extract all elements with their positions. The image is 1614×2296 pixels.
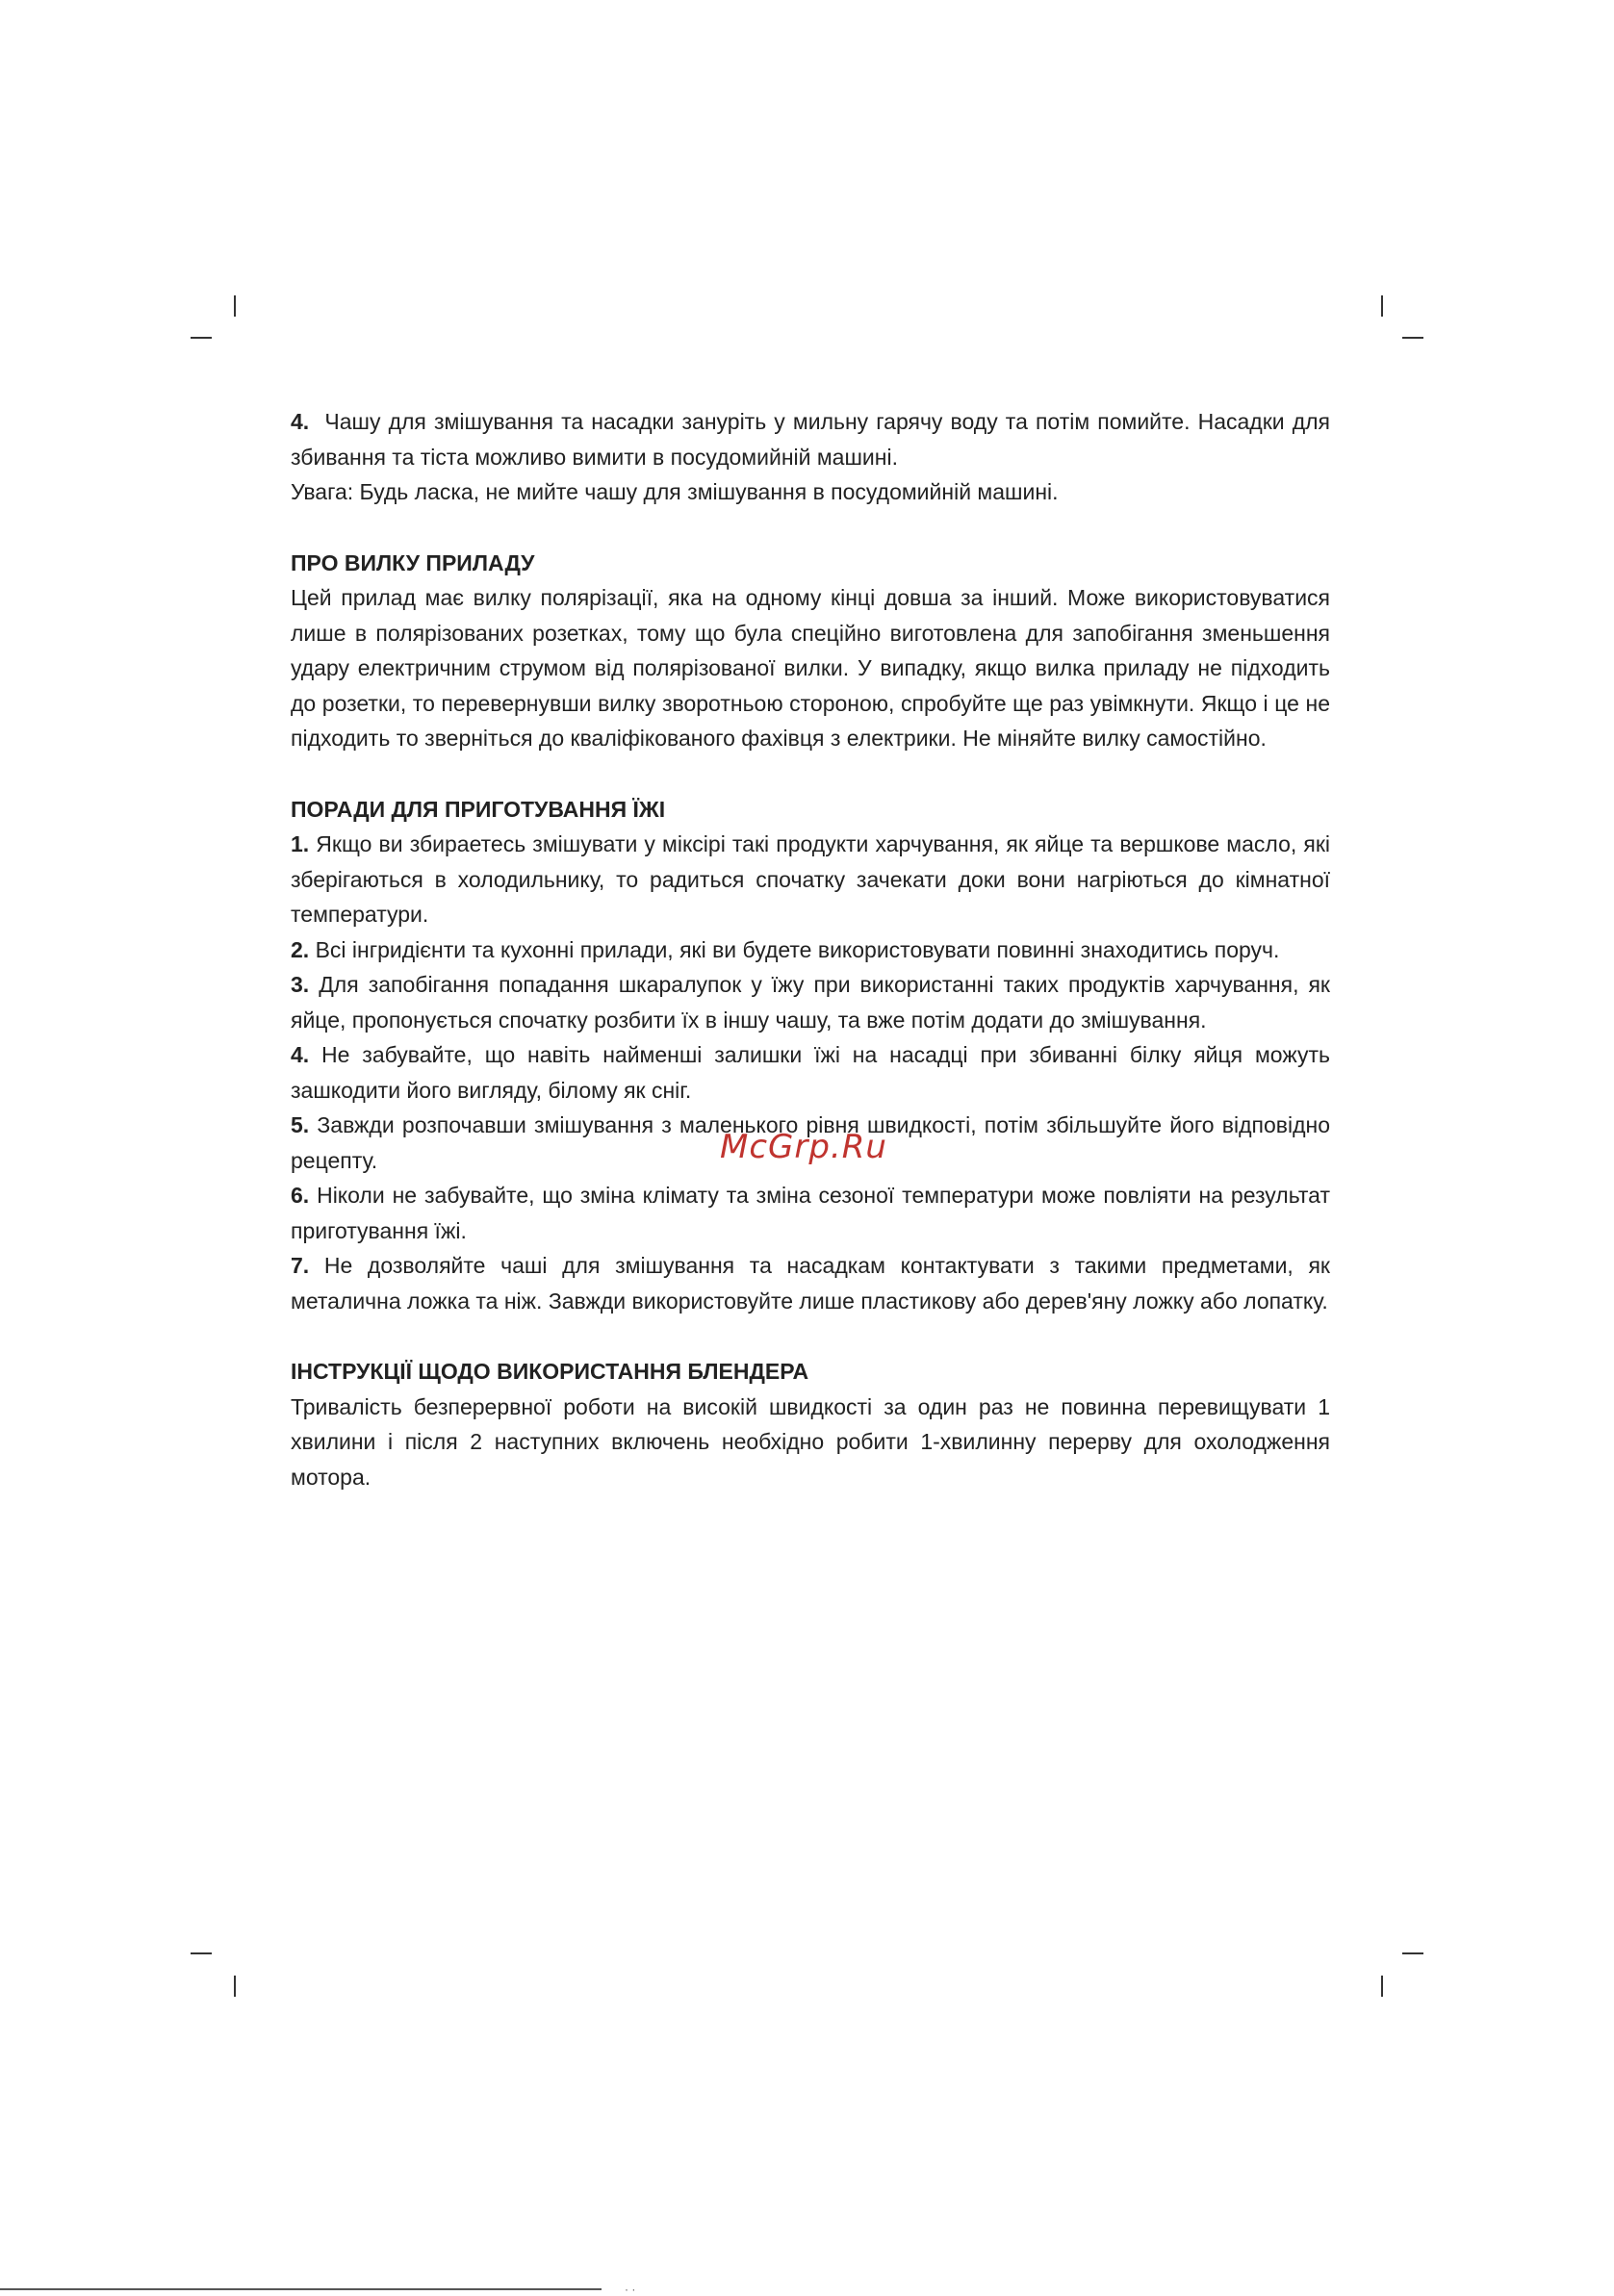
plug-heading: ПРО ВИЛКУ ПРИЛАДУ [291,549,535,575]
item-number: 4. [291,1042,310,1067]
crop-mark-top-right-horizontal [1402,337,1423,339]
crop-mark-top-left-horizontal [191,337,212,339]
tip-item-3 [291,967,1330,1037]
item-text: Всі інгридієнти та кухонні прилади, які ви будете використовувати повинні знаходитись поруч. [315,936,1280,962]
crop-mark-bottom-left-horizontal [191,1952,212,1954]
item-text: Якщо ви збираетесь змішувати у міксірі такі продукти харчування, як яйце та вершкове масло, які зберігаються в холодильнику, то радиться спочатку зачекати доки вони нагріються до кімнатної температури. [291,831,1331,927]
blender-text: Тривалість безперервної роботи на високій швидкості за один раз не повинна перевищувати 1 хвилини і після 2 наступних включень необхідно робити 1-хвилинну перерву для охолодження мотора. [291,1393,1330,1490]
cleaning-item-4 [291,404,1330,474]
footer-mark: · · [625,2283,636,2296]
bottom-rule [0,2288,602,2290]
item-text: Завжди розпочавши змішування з маленького рівня швидкості, потім збільшуйте його відповідно рецепту. [291,1112,1331,1173]
tip-item-1 [291,827,1330,932]
item-number: 6. [291,1183,310,1208]
item-number: 1. [291,831,310,856]
item-text: Для запобігання попадання шкаралупок у їжу при використанні таких продуктів харчування, як яйце, пропонується спочатку розбити їх в іншу чашу, та вже потім додати до змішування. [291,972,1330,1033]
item-text: Ніколи не забувайте, що зміна клімату та зміна сезоної температури може повліяти на результат приготування їжі. [291,1183,1330,1243]
item-number: 4. [291,409,310,434]
crop-mark-bottom-left-vertical [234,1976,236,1997]
tip-item-7 [291,1248,1330,1318]
crop-mark-top-right-vertical [1381,295,1383,317]
item-number: 5. [291,1112,310,1137]
document-body [291,404,1330,1494]
blender-heading: ІНСТРУКЦІЇ ЩОДО ВИКОРИСТАННЯ БЛЕНДЕРА [291,1359,809,1384]
item-text: Не дозволяйте чаші для змішування та насадкам контактувати з такими предметами, як металична ложка та ніж. Завжди використовуйте лише пластикову або дерев'яну ложку або лопатку. [291,1253,1330,1314]
item-number: 3. [291,972,310,997]
tip-item-4 [291,1037,1330,1108]
crop-mark-bottom-right-vertical [1381,1976,1383,1997]
tip-item-6 [291,1178,1330,1248]
item-number: 2. [291,936,310,962]
crop-mark-bottom-right-horizontal [1402,1952,1423,1954]
item-text: Не забувайте, що навіть найменші залишки їжі на насадці при збиванні білку яйця можуть зашкодити його вигляду, білому як сніг. [291,1042,1330,1103]
plug-text: Цей прилад має вилку полярізації, яка на одному кінці довша за інший. Може використовуватися лише в полярізованих розетках, тому що була спеційно виготовлена для запобігання зменьшення удару електричним струмом від полярізованої вилки. У випадку, якщо вилка приладу не підходить до розетки, то перевернувши вилку зворотньою стороною, спробуйте ще раз увімкнути. Якщо і це не підходить то зверніться до кваліфікованого фахівця з електрики. Не міняйте вилку самостійно. [291,585,1330,751]
tips-heading: ПОРАДИ ДЛЯ ПРИГОТУВАННЯ ЇЖІ [291,796,666,822]
item-text: Чашу для змішування та насадки зануріть у мильну гарячу воду та потім помийте. Насадки для збивання та тіста можливо вимити в посудомийній машині. [291,409,1331,470]
cleaning-warning: Увага: Будь ласка, не мийте чашу для змішування в посудомийній машині. [291,479,1059,504]
watermark: McGrp.Ru [720,1128,887,1166]
crop-mark-top-left-vertical [234,295,236,317]
item-number: 7. [291,1253,310,1278]
tip-item-2 [291,932,1330,968]
